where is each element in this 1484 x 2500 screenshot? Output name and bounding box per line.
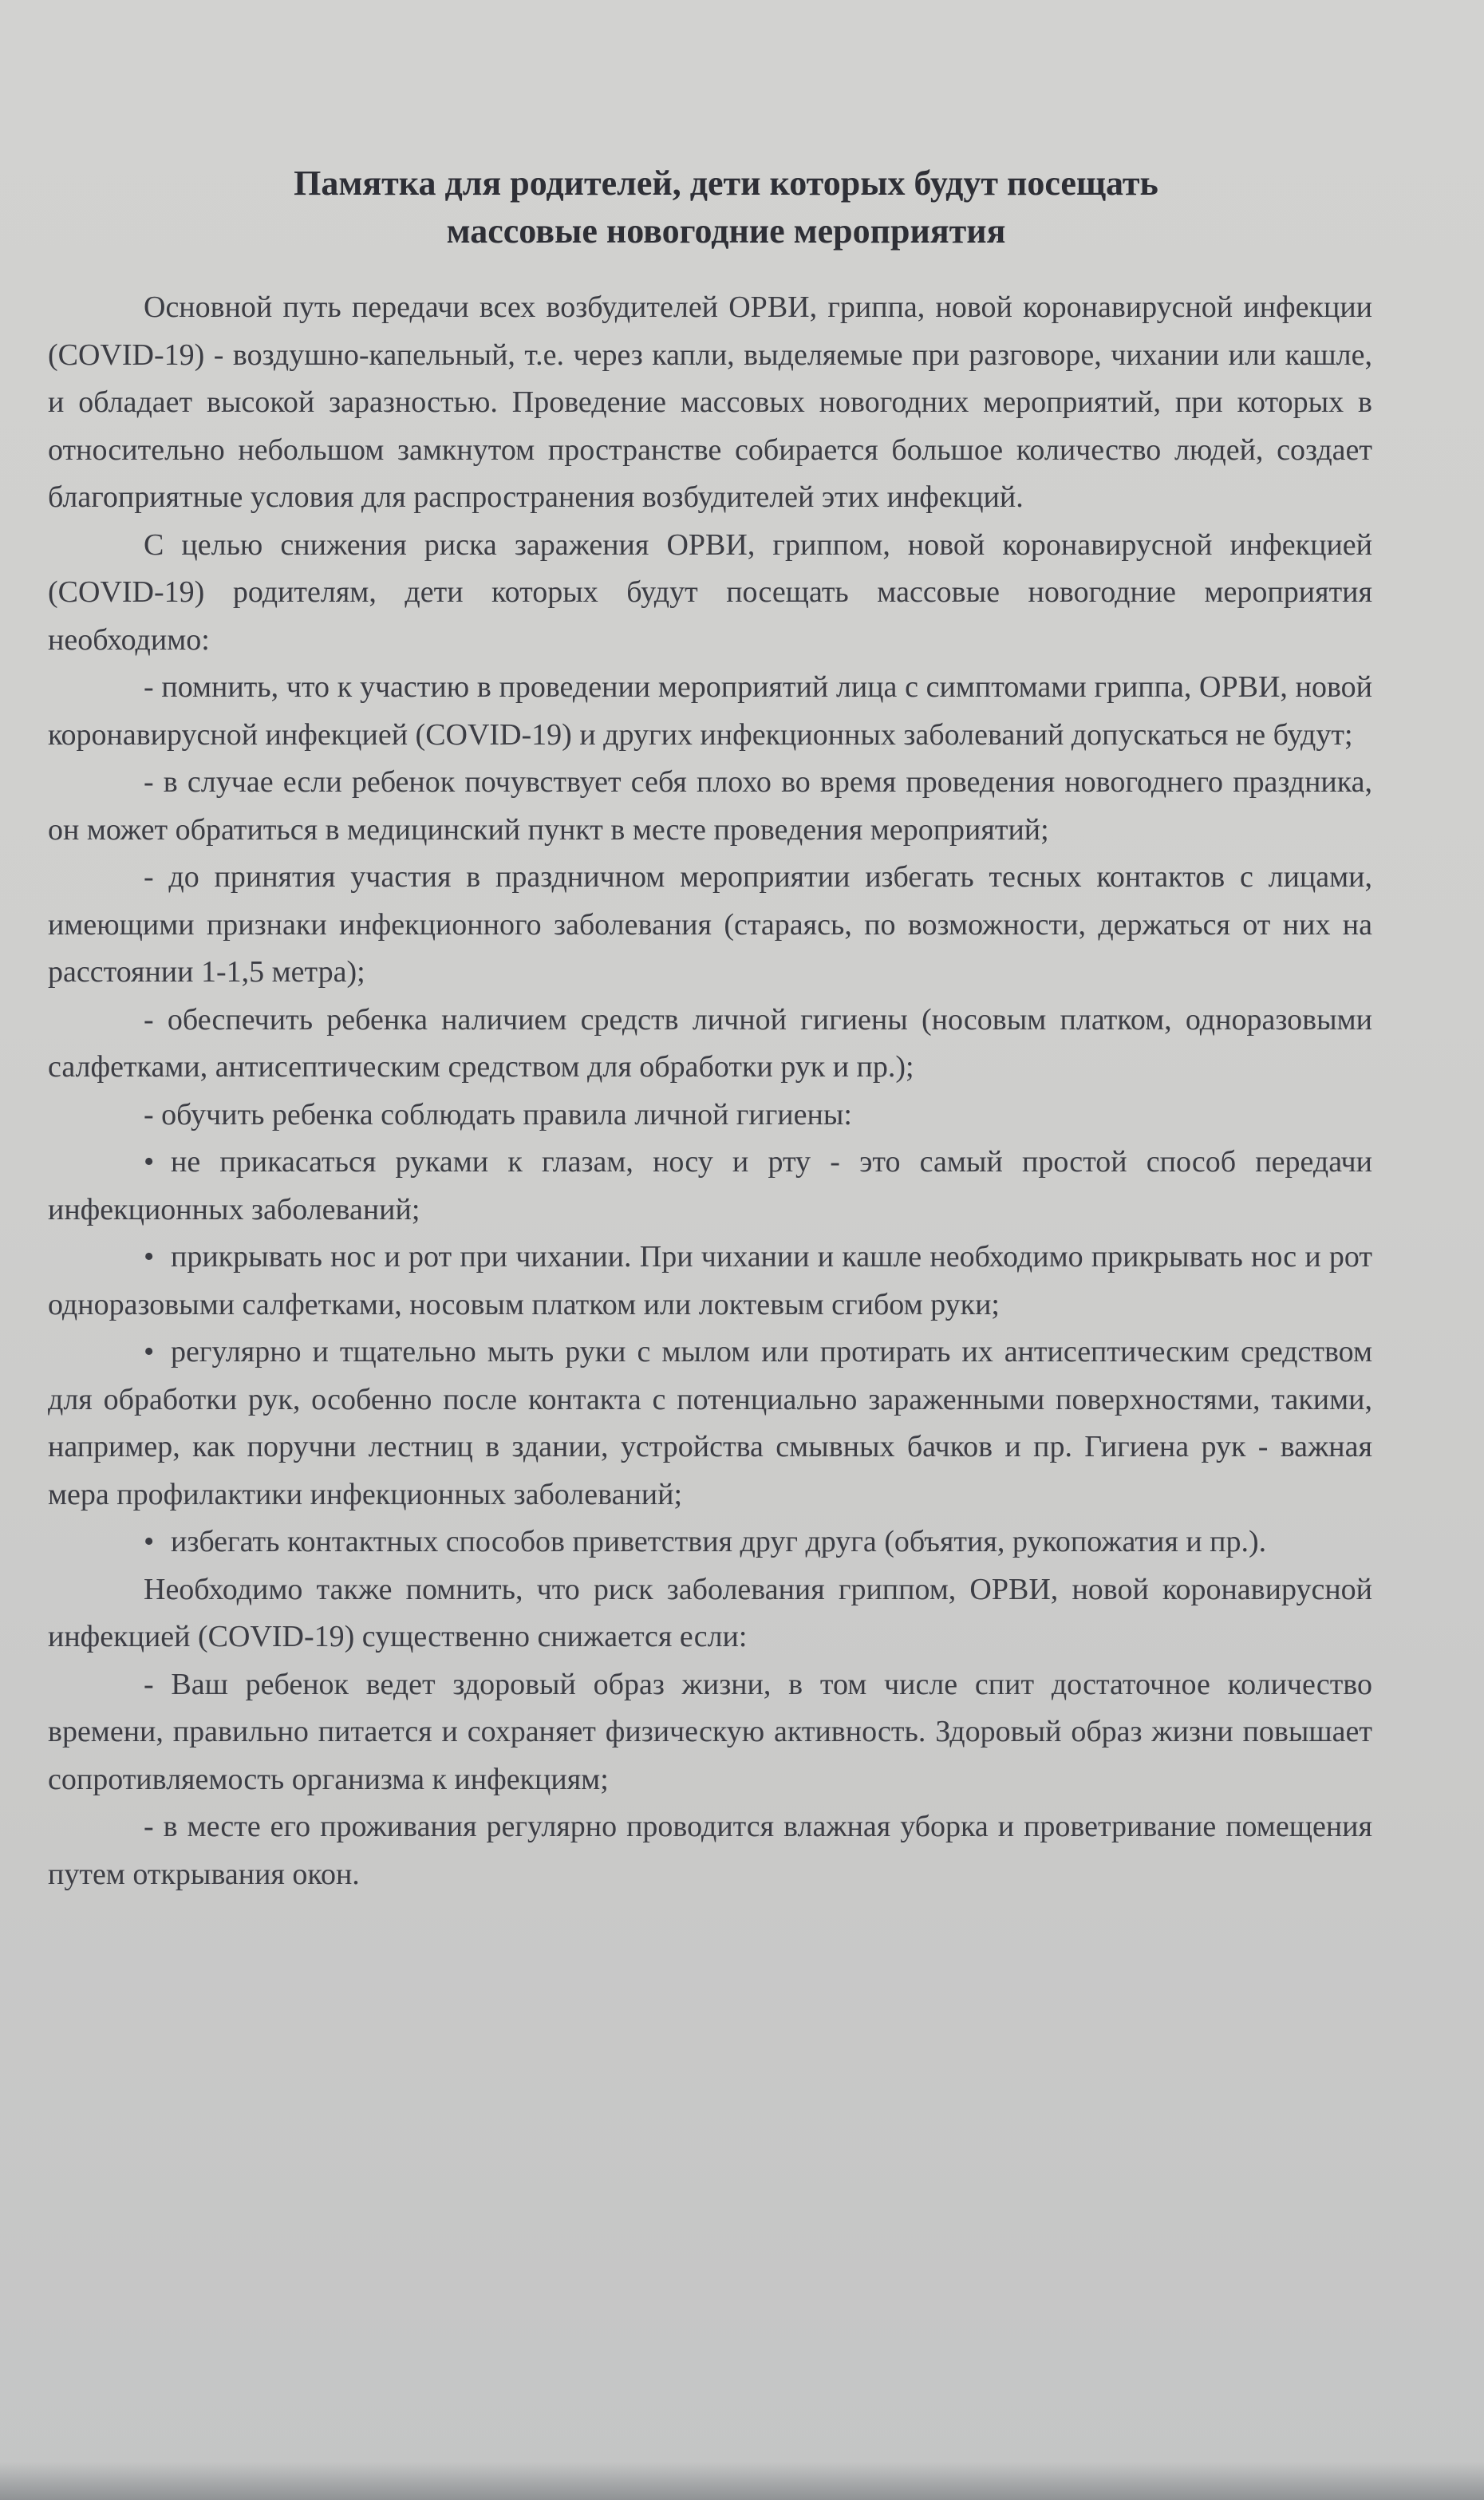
hygiene-bullet xyxy=(48,1139,1372,1234)
bullet-text: избегать контактных способов приветствия друг друга (объятия, рукопожатия и пр.). xyxy=(171,1525,1267,1558)
intro-paragraph: Основной путь передачи всех возбудителей ОРВИ, гриппа, новой коронавирусной инфекции (COVID-19) - воздушно-капельный, т.е. через капли, выделяемые при разговоре, чихании или кашле, и обладает высокой заразностью. Проведение массовых новогодних мероприятий, при которых в относительно небольшом замкнутом пространстве собирается большое количество людей, создает благоприятные условия для распространения возбудителей этих инфекций. xyxy=(48,290,1372,514)
hygiene-bullet xyxy=(48,1519,1372,1566)
bullet-text: прикрывать нос и рот при чихании. При чихании и кашле необходимо прикрывать нос и рот одноразовыми салфетками, носовым платком или локтевым сгибом руки; xyxy=(48,1240,1372,1321)
bullet-icon: • xyxy=(144,1335,155,1368)
bullet-text: не прикасаться руками к глазам, носу и рту - это самый простой способ передачи инфекционных заболеваний; xyxy=(48,1145,1372,1226)
closing-paragraph: Необходимо также помнить, что риск заболевания гриппом, ОРВИ, новой коронавирусной инфекцией (COVID-19) существенно снижается если: xyxy=(48,1572,1372,1653)
bullet-icon: • xyxy=(144,1145,155,1179)
rule-item: - в случае если ребенок почувствует себя плохо во время проведения новогоднего праздника, он может обратиться в медицинский пункт в месте проведения мероприятий; xyxy=(48,765,1372,847)
title-line-1: Памятка для родителей, дети которых будут посещать xyxy=(294,164,1158,203)
bullet-text: регулярно и тщательно мыть руки с мылом или протирать их антисептическим средством для обработки рук, особенно после контакта с потенциально зараженными поверхностями, такими, например, как поручни лестниц в здании, устройства смывных бачков и пр. Гигиена рук - важная мера профилактики инфекционных заболеваний; xyxy=(48,1335,1372,1511)
closing-item: - в месте его проживания регулярно проводится влажная уборка и проветривание помещения путем открывания окон. xyxy=(48,1810,1372,1891)
desk-edge xyxy=(0,2462,1484,2500)
closing-item: - Ваш ребенок ведет здоровый образ жизни, в том числе спит достаточное количество времени, правильно питается и сохраняет физическую активность. Здоровый образ жизни повышает сопротивляемость организма к инфекциям; xyxy=(48,1667,1372,1796)
title-line-2: массовые новогодние мероприятия xyxy=(446,211,1006,251)
hygiene-bullet xyxy=(48,1234,1372,1329)
bullet-icon: • xyxy=(144,1240,155,1274)
rule-item: - обеспечить ребенка наличием средств личной гигиены (носовым платком, одноразовыми салфетками, антисептическим средством для обработки рук и пр.); xyxy=(48,1002,1372,1084)
rule-item: - помнить, что к участию в проведении мероприятий лица с симптомами гриппа, ОРВИ, новой коронавирусной инфекцией (COVID-19) и других инфекционных заболеваний допускаться не будут; xyxy=(48,670,1372,752)
bullet-icon: • xyxy=(144,1525,155,1558)
purpose-paragraph: С целью снижения риска заражения ОРВИ, гриппом, новой коронавирусной инфекцией (COVID-19) родителям, дети которых будут посещать массовые новогодние мероприятия необходимо: xyxy=(48,527,1372,657)
document-title xyxy=(48,160,1372,255)
hygiene-bullet xyxy=(48,1329,1372,1519)
memo-document xyxy=(48,160,1372,1898)
rule-item: - до принятия участия в праздничном мероприятии избегать тесных контактов с лицами, имеющими признаки инфекционного заболевания (стараясь, по возможности, держаться от них на расстоянии 1-1,5 метра); xyxy=(48,860,1372,989)
rule-item: - обучить ребенка соблюдать правила личной гигиены: xyxy=(144,1097,852,1132)
